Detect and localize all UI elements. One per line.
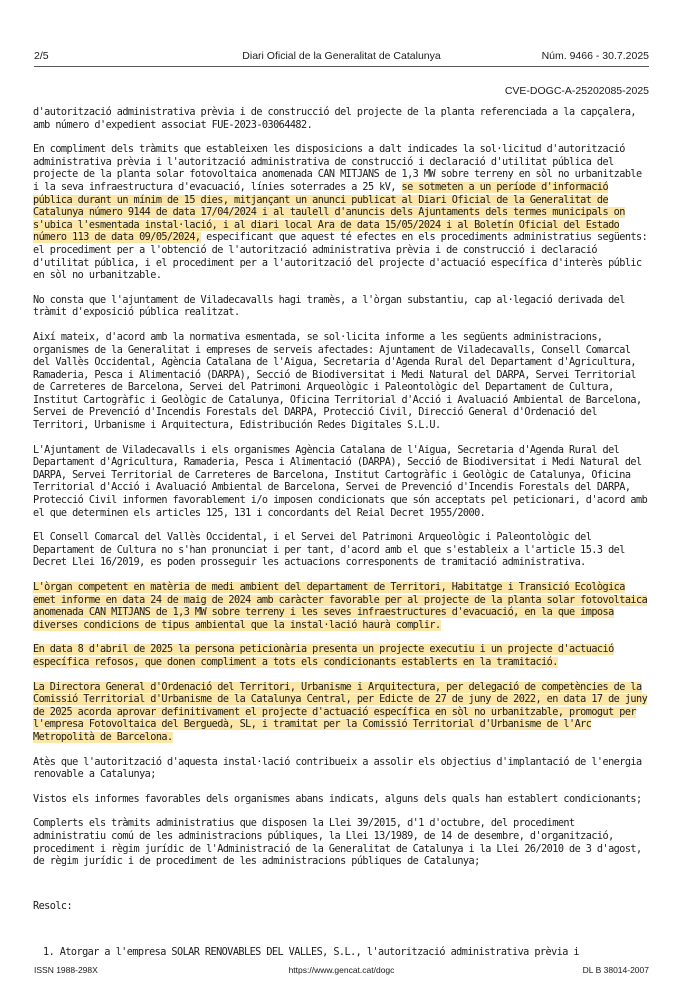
journal-title: Diari Oficial de la Generalitat de Catalunya xyxy=(242,50,441,62)
resolution-heading: Resolc: xyxy=(33,900,73,912)
highlighted-text: se sotmeten a un període d'informació pública durant un mínim de 15 dies, mitjançant un anunci publicat al Diari Oficial de la Generalitat de Catalunya número 9144 de data 17/04/2024 i al taulell d'anuncis dels Ajuntaments dels termes municipals on s'ubica l'esmentada instal·lació, i al diari local Ara de data 15/05/2024 i al Boletín Oficial del Estado número 113 de data 09/05/2024, xyxy=(33,181,625,244)
paragraph-4: Així mateix, d'acord amb la normativa esmentada, se sol·licita informe a les següents administracions, organismes de la Generalitat i empreses de serveis afectades: Ajuntament de Viladecavalls, Consell Comarcal del Vallès Occidental, Agència Catalana de l'Aigua, Secretaria d'Agenda Rural del Departament d'Agricultura, Ramaderia, Pesca i Alimentació (DARPA), Secció de Biodiversitat i Medi Natural del DARPA, Servei Territorial de Carreteres de Barcelona, Servei del Patrimoni Arqueològic i Paleontològic del Departament de Cultura, Institut Cartogràfic i Geològic de Catalunya, Oficina Territorial d'Acció i Avaluació Ambiental de Barcelona, Servei de Prevenció d'Incendis Forestals del DARPA, Protecció Civil, Direcció General d'Ordenació del Territori, Urbanisme i Arquitectura, Edistribución Redes Digitales S.L.U. xyxy=(33,331,642,432)
resolution-item-1: 1. Atorgar a l'empresa SOLAR RENOVABLES DEL VALLES, S.L., l'autorització administrativa prèvia i xyxy=(43,947,580,959)
paragraph-3: No consta que l'ajuntament de Viladecavalls hagi tramès, a l'òrgan substantiu, cap al·legació derivada del tràmit d'exposició pública realitzat. xyxy=(33,294,625,319)
highlighted-text: En data 8 d'abril de 2025 la persona peticionària presenta un projecte executiu i un projecte d'actuació específica refosos, que donen compliment a tots els condicionants establerts en la tramitació. xyxy=(33,644,614,668)
paragraph-7 xyxy=(33,582,651,632)
paragraph-10: Atès que l'autorització d'aquesta instal·lació contribueix a assolir els objectius d'implantació de l'energia renovable a Catalunya; xyxy=(33,756,642,781)
paragraph-12: Complerts els tràmits administratius que disposen la Llei 39/2015, d'1 d'octubre, del procediment administratiu comú de les administracions públiques, la Llei 13/1989, de 14 de desembre, d'organització, procediment i règim jurídic de l'Administració de la Generalitat de Catalunya i la Llei 26/2010 de 3 d'agost, de règim jurídic i de procediment de les administracions públiques de Catalunya; xyxy=(33,818,642,868)
paragraph-11: Vistos els informes favorables dels organismes abans indicats, alguns dels quals han establert condicionants; xyxy=(33,793,642,805)
paragraph-2-intro: En compliment dels tràmits que estableixen les disposicions a dalt indicades la sol·licitud d'autorització administrativa prèvia i l'autorització administrativa de construcció i declaració d'utilitat pública del projecte de la planta solar fotovoltaica anomenada CAN MITJANS de 1,3 MW sobre terreny en sòl no urbanitzable i la seva infraestructura d'evacuació, línies soterrades a 25 kV, xyxy=(33,144,642,193)
cve-code: CVE-DOGC-A-25202085-2025 xyxy=(504,85,649,97)
footer-link[interactable]: https://www.gencat.cat/dogc xyxy=(288,965,395,975)
paragraph-6: El Consell Comarcal del Vallès Occidental, i el Servei del Patrimoni Arqueològic i Paleontològic del Departament de Cultura no s'han pronunciat i per tant, d'acord amb el que s'estableix a l'article 15.3 del Decret Llei 16/2019, es poden prosseguir les actuacions corresponents de tramitació administrativa. xyxy=(33,532,625,569)
issue-number: Núm. 9466 - 30.7.2025 xyxy=(541,50,649,62)
highlighted-text: La Directora General d'Ordenació del Territori, Urbanisme i Arquitectura, per delegació de competències de la Comissió Territorial d'Urbanisme de la Catalunya Central, per Edicte de 27 de juny de 2022, en data 17 de juny de 2025 acorda aprovar definitivament el projecte d'actuació específica en sòl no urbanitzable, promogut per l'empresa Fotovoltaica del Berguedà, SL, i tramitat per la Comissió Territorial d'Urbanisme de l'Arc Metropolità de Barcelona. xyxy=(33,681,648,743)
paragraph-9 xyxy=(33,682,651,745)
paragraph-8 xyxy=(33,644,651,669)
header-divider xyxy=(34,66,649,67)
page-header xyxy=(34,50,649,64)
paragraph-2 xyxy=(33,144,651,283)
page-number: 2/5 xyxy=(34,50,49,62)
paragraph-1: d'autorització administrativa prèvia i de construcció del projecte de la planta referenciada a la capçalera, amb número d'expedient associat FUE-2023-03064482. xyxy=(33,107,637,131)
paragraph-2-end: especificant que aquest té efectes en els procediments administratius següents: el procediment per a l'obtenció de l'autorització administrativa prèvia i de construcció i declaració d'utilitat pública, i el procediment per a l'autorització del projecte d'actuació específica d'interès públic en sòl no urbanitzable. xyxy=(33,232,648,282)
paragraph-5: L'Ajuntament de Viladecavalls i els organismes Agència Catalana de l'Aigua, Secretaria d'Agenda Rural del Departament d'Agricultura, Ramaderia, Pesca i Alimentació (DARPA), Secció de Biodiversitat i Medi Natural del DARPA, Servei Territorial de Carreteres de Barcelona, Institut Cartogràfic i Geològic de Catalunya, Oficina Territorial d'Acció i Avaluació Ambiental de Barcelona, Servei de Prevenció d'Incendis Forestals del DARPA, Protecció Civil informen favorablement i/o imposen condicionats que són acceptats pel peticionari, d'acord amb el que determinen els articles 125, 131 i concordants del Reial Decret 1955/2000. xyxy=(33,444,648,519)
issn: ISSN 1988-298X xyxy=(34,965,98,975)
highlighted-text: L'òrgan competent en matèria de medi ambient del departament de Territori, Habitatge i Transició Ecològica emet informe en data 24 de maig de 2024 amb caràcter favorable per al projecte de la planta solar fotovoltaica anomenada CAN MITJANS de 1,3 MW sobre terreny i les seves infraestructures d'evacuació, en la que imposa diverses condicions de tipus ambiental que la instal·lació haurà complir. xyxy=(33,582,648,631)
page-footer xyxy=(34,965,649,977)
legal-deposit: DL B 38014-2007 xyxy=(582,965,649,975)
document-body xyxy=(33,107,651,972)
